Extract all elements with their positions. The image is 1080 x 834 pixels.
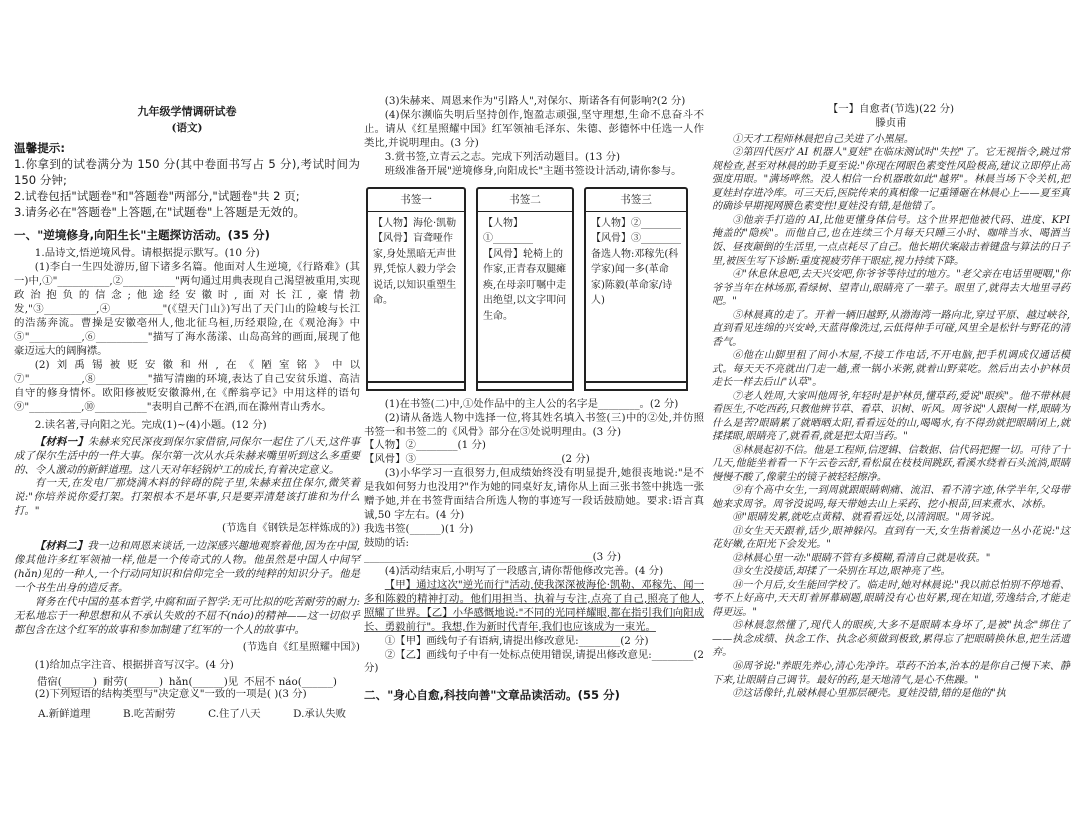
- bookmark-3-candidates: 备选人物:邓稼先(科学家)闻一多(革命家)陈毅(革命家/诗人): [591, 248, 679, 307]
- pinyin-item[interactable]: 耐劳(______): [102, 675, 163, 688]
- passage-body: [712, 133, 1070, 701]
- bookmark-1-person: 【人物】海伦·凯勒: [373, 217, 457, 229]
- column-left: [14, 95, 360, 720]
- question-3: 3.赏书签,立青云之志。完成下列活动题目。(13 分): [384, 150, 621, 163]
- tip-1: 1.你拿到的试卷满分为 150 分(其中卷面书写占 5 分),考试时间为 150 分钟;: [14, 156, 360, 187]
- bookmark-2: [476, 187, 574, 383]
- material-2-text: 我一边和周恩来谈话,一边深感兴趣地观察着他,因为在中国,像其他许多红军领袖一样,他是一个传奇式的人物。他虽然是中国人中间罕(hǎn)见的一种人,一个行动同知识和信仰完全一致的纯粹的知识分子。他是一个书生出身的造反者。: [14, 540, 361, 595]
- question-1-2: (2)刘禹锡被贬安徽和州,在《陋室铭》中以⑦"__________,⑧__________"描写清幽的环境,表达了自己安贫乐道、高洁自守的修身情怀。欧阳修被贬安徽滁州,在《醉翁亭记》中用这样的语句⑨"__________,⑩__________"表明自己醉不在酒,而在滁州青山秀水。: [14, 358, 360, 413]
- material-2-label: 【材料二】: [34, 540, 88, 553]
- material-1-text: 朱赫来究民深夜到保尔家借宿,同保尔一起住了八天,这件事成了保尔生活中的一件大事。保尔第一次从水兵朱赫来嘴里听到这么多重要的、令人激动的新鲜道理。这八天对年轻锅炉工的成长,有着决定意义。: [14, 435, 360, 476]
- answer-choose-bookmark[interactable]: 我选书签(______)(1 分): [364, 523, 474, 536]
- bookmark-2-person[interactable]: 【人物】①________: [483, 217, 533, 245]
- bookmark-1-tail: [366, 379, 466, 391]
- bookmark-3-person[interactable]: 【人物】②________: [591, 217, 681, 229]
- exam-title: 九年级学情调研试卷: [137, 105, 237, 118]
- question-3-4-a[interactable]: ①【甲】画线句子有语病,请提出修改意见:________(2 分): [384, 634, 649, 647]
- question-3-4: (4)活动结束后,小明写了一段感言,请你帮他修改完善。(4 分): [384, 564, 664, 577]
- pinyin-row: [14, 673, 360, 688]
- reflection-paragraph: 【甲】通过这次"逆光而行"活动,使我深深被海伦·凯勒、邓稼先、闻一多和陈毅的精神打动。他们用担当、执着与专注,点亮了自己,照亮了他人,照耀了世界。【乙】小华感慨地说:"不同的光同样耀眼,都在指引我们向阳成长、勇毅前行"。我想,作为新时代青年,我们也应该成为一束光。: [364, 578, 704, 633]
- option-a[interactable]: A.新鲜道理: [38, 707, 91, 720]
- question-1-1: (1)李白一生四处游历,留下诸多名篇。他面对人生逆境,《行路难》(其一)中,①"__________,②__________"两句通过用典表现自己渴望被重用,实现政治抱负的信念;他途经安徽时,面对长江,豪情勃发,"③__________,④__________"(《望天门山》)写出了天门山的险峻与长江的浩荡奔流。曹操是安徽亳州人,他北征乌桓,历经艰险,在《观沧海》中⑤"__________,⑥__________"描写了海水荡漾、山岛高耸的画面,展现了他豪迈远大的阔胸襟。: [14, 261, 360, 358]
- question-2-1: (1)给加点字注音、根据拼音写汉字。(4 分): [34, 658, 234, 671]
- tips-label: 温馨提示:: [14, 141, 66, 155]
- section-1-heading: 一、"逆境修身,向阳生长"主题探访活动。(35 分): [14, 227, 270, 242]
- bookmark-2-tail: [476, 379, 574, 391]
- bookmark-3: [584, 187, 688, 383]
- question-3-intro: 班级准备开展"逆境修身,向阳成长"主题书签设计活动,请你参与。: [384, 164, 682, 177]
- question-1: 1.品诗文,悟逆境风骨。请根据提示默写。(10 分): [34, 247, 260, 260]
- bookmarks-area: [364, 187, 704, 392]
- passage-paragraph: ③他亲手打造的 AI,比他更懂身体信号。这个世界把他被代码、进度、KPI 掩盖的"隐疾"。而他自己,也在连续三个月每天只睡三小时、咖啡当水、喝酒当饭、昼夜颠倒的生活里,一点点耗尽了自己。他长期伏案敲击着键盘与算法的日子里,被医生写下诊断:重度视疲劳伴干眼症,视力持续下降。: [712, 214, 1070, 267]
- passage-paragraph: ⑥他在山脚里租了间小木屋,不接工作电话,不开电脑,把手机调成仅通话模式。每天天不亮就出门走一趟,煮一锅小米粥,就着山野菜吃。然后出去小护林员走长一样去后山"认草"。: [712, 350, 1070, 389]
- question-2-2: (2)下列短语的结构类型与"决定意义"一致的一项是( )(3 分): [34, 687, 307, 700]
- bookmark-2-header: 书签二: [478, 189, 572, 212]
- options-row: [14, 705, 360, 720]
- passage-paragraph: ①天才工程师林晨把自己关进了小黑屋。: [732, 133, 914, 145]
- tip-2: 2.试卷包括"试题卷"和"答题卷"两部分,"试题卷"共 2 页;: [14, 188, 300, 203]
- passage-heading: 【一】自愈者(节选)(22 分): [827, 103, 955, 115]
- passage-paragraph: ④"休息休息吧,去天兴安吧,你爷爷等待过的地方。"老父亲在电话里哽咽,"你爷爷当年在林场那,看绿树、望青山,眼睛亮了一辈子。眼里了,就得去大地里寻药吧。": [712, 269, 1070, 308]
- material-1-source: (节选自《钢铁是怎样炼成的》): [222, 522, 360, 535]
- option-d[interactable]: D.承认失败: [293, 707, 346, 720]
- encourage-label: 鼓励的话:: [364, 537, 410, 549]
- column-middle: [364, 95, 704, 708]
- material-2: [14, 540, 360, 596]
- question-3-2: (2)请从备选人物中选择一位,将其姓名填入书签(三)中的②处,并仿照书签一和书签二的《风骨》部分在③处说明理由。(3 分): [364, 411, 704, 438]
- passage-paragraph: ⑨有个高中女生,一到周就跟眼睛刺痛、流泪、看不清字迹,休学半年,父母带她来求周爷。周爷没说吗,每天带她去山上采药、挖小根苗,回来煮水、冰桥。: [712, 485, 1070, 510]
- material-1: [14, 436, 360, 478]
- section-2-heading: 二、"身心自愈,科技向善"文章品读活动。(55 分): [364, 688, 620, 703]
- question-3-1: (1)在书签(二)中,①处作品中的主人公的名字是________。(2 分): [384, 397, 679, 410]
- pinyin-item[interactable]: 借宿(______): [36, 675, 98, 688]
- passage-paragraph: ⑯周爷说:"养眼先养心,清心先净许。草药不治本,治本的是你自己慢下来、静下来,让眼睛自己调节。最好的药,是天地清气,是心不焦躁。": [712, 660, 1070, 686]
- answer-person[interactable]: 【人物】②________(1 分): [364, 439, 486, 452]
- exam-subtitle: (语文): [171, 122, 203, 134]
- question-2-4: (4)保尔濒临失明后坚持创作,饱盈志顽强,坚守理想,生命不息奋斗不止。请从《红星照耀中国》红军领袖毛泽东、朱德、彭德怀中任选一人作类比,并说明理由。(3 分): [364, 108, 704, 149]
- material-2-b: 肾务在代中国的基本哲学,中腐和面子智学:无可比拟的吃苦耐劳的耐力:无私地忘于一种思想和从不承认失败的不屈不(náo)的精神——这一切似乎都包含在这个红军的故事和参加制建了红军的一个人的故事中。: [14, 595, 360, 636]
- question-3-4-b[interactable]: ②【乙】画线句子中有一处标点使用错误,请提出修改意见:________(2 分): [364, 648, 704, 675]
- answer-spirit[interactable]: 【风骨】③____________________________(2 分): [364, 453, 590, 466]
- passage-paragraph: ⑦老人姓周,大家叫他周爷,年轻时是护林员,懂草药,爱说"眼疾"。他不带林晨看医生,不吃西药,只教他辨节草、看草、识树、听风。周爷说"人跟树一样,眼睛为什么是苦?眼睛累了就晒晒太阳,看看远处的山,喝喝水,有不得劲就把眼睛闭上,就揉揉眼,眼睛亮了,就看看,就是把太阳当药。": [712, 390, 1070, 443]
- bookmark-1: [366, 187, 466, 383]
- bookmark-3-header: 书签三: [586, 189, 686, 212]
- bookmark-1-spirit: 【风骨】盲聋哑作家,身处黑暗无声世界,凭惊人毅力学会说话,以知识重塑生命。: [373, 233, 457, 307]
- option-b[interactable]: B.吃苦耐劳: [122, 707, 176, 720]
- column-right: [712, 95, 1070, 701]
- bookmark-3-spirit[interactable]: 【风骨】③________: [591, 233, 681, 245]
- material-1-label: 【材料一】: [34, 435, 88, 448]
- passage-paragraph: ⑮林晨忽然懂了,现代人的眼疾,大多不是眼睛本身坏了,是被"执念"绑住了——执念成绩、执念工作、执念必须做到极致,累得忘了把眼睛换休息,把生活遗弃。: [712, 620, 1070, 659]
- bookmark-2-spirit: 【风骨】轮椅上的作家,正青春双腿瘫痪,在母亲叮嘱中走出绝望,以文字叩问生命。: [483, 248, 567, 322]
- passage-paragraph: ⑫林晨心里一动:"眼睛不管有多模糊,看清自己就是收获。": [732, 552, 991, 564]
- pinyin-item[interactable]: 不屈不 náo(______): [244, 675, 337, 688]
- passage-paragraph: ⑩"眼睛发累,就吃点黄精、就看看远处,以清润眼。"周爷说。: [732, 512, 1001, 524]
- question-2: 2.读名著,寻向阳之光。完成(1)~(4)小题。(12 分): [34, 418, 267, 431]
- material-1-b: 有一天,在发电厂那烧满木料的锌碍的院子里,朱赫来扭住保尔,微笑着说:"你培养说你爱打架。打架根本不是坏事,只是要弄清楚该打谁和为什么打。": [14, 477, 360, 518]
- tip-3: 3.请务必在"答题卷"上答题,在"试题卷"上答题是无效的。: [14, 204, 306, 219]
- question-2-3: (3)朱赫来、周恩来作为"引路人",对保尔、斯诺各有何影响?(2 分): [384, 95, 686, 107]
- question-3-3: (3)小华学习一直很努力,但成绩始终没有明显提升,她很丧地说:"是不是我如何努力也没用?"作为她的同桌好友,请你从上面三张书签中挑选一张赠予她,并在书签背面结合所选人物的事迹写一段话鼓励她。要求:语言真诚,50 字左右。(4 分): [364, 467, 704, 522]
- option-c[interactable]: C.住了八天: [208, 707, 261, 720]
- passage-paragraph: ⑤林晨真的走了。开着一辆旧越野,从渤海湾一路向北,穿过平原、越过峡谷,直到看见连绵的兴安岭,天蓝得像洗过,云低得伸手可碰,风里全是松针与野花的清香气。: [712, 309, 1070, 348]
- passage-paragraph: ⑰这话像针,扎破林晨心里那层硬壳。夏娃没错,错的是他的"执: [732, 688, 1006, 700]
- passage-paragraph: ②第四代医疗 AI 机器人"夏娃"在临床测试时"失控"了。它无视指令,跳过常规检查,甚至对林晨的助手夏至说:"你现在网眼色素变性风险极高,建议立即停止高强度用眼。"满场哗然。没人相信一台机器敢如此"越界"。林晨当场下令关机,把夏娃封存进冷库。可三天后,医院传来的真相像一记重锤砸在林晨心上——夏至真的确诊早期视网膜色素变性!夏娃没有错,是他错了。: [712, 147, 1070, 213]
- passage-paragraph: ⑭一个月后,女生能回学校了。临走时,她对林晨说:"我以前总怕别不停地看、考不上好高中,天天盯着屏幕刷题,眼睛没有心也好累,现在知道,劳逸结合,才能走得更远。": [712, 579, 1070, 618]
- bookmark-3-tail: [584, 379, 688, 391]
- passage-paragraph: ⑧林晨起初不信。他是工程师,信逻辑、信数据、信代码把握一切。可待了十几天,他能坐着看一下午云卷云舒,看松鼠在枝枝间跳跃,看溪水绕着石头流淌,眼睛慢慢不酸了,像蒙尘的镜子被轻轻擦净。: [712, 444, 1070, 483]
- encourage-answer-line[interactable]: ____________________________________________(3 分): [364, 550, 622, 563]
- pinyin-item[interactable]: hǎn(______)见: [168, 675, 239, 688]
- passage-paragraph: ⑬女生没接话,却揉了一朵别在耳边,眼神亮了些。: [732, 566, 951, 578]
- passage-author: 滕贞甫: [875, 116, 907, 129]
- material-2-source: (节选自《红星照耀中国》): [242, 640, 360, 653]
- passage-paragraph: ⑪女生天天跟着,话少,眼神躲闪。直到有一天,女生指着溪边一丛小花说:"这花好嫩,在阳光下会发光。": [712, 525, 1070, 551]
- bookmark-1-header: 书签一: [368, 189, 464, 212]
